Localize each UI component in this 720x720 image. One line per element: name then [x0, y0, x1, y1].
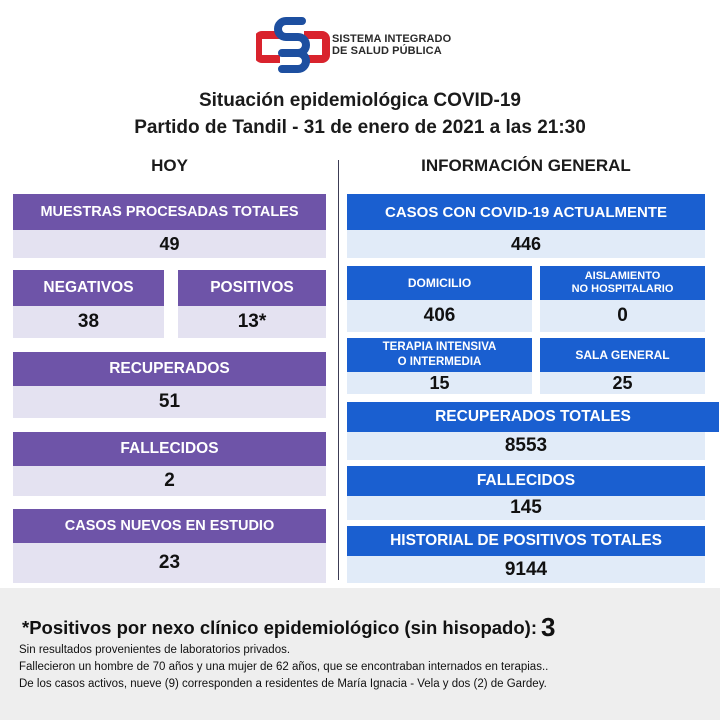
casos-actuales-value: 446: [347, 230, 705, 258]
footer-note-2: Fallecieron un hombre de 70 años y una mujer de 62 años, que se encontraban internados en terapias..: [19, 661, 549, 673]
terapia-label-line-1: TERAPIA INTENSIVA: [382, 341, 497, 353]
aislamiento-label-line-2: NO HOSPITALARIO: [571, 283, 674, 295]
aislamiento-label-line-1: AISLAMIENTO: [584, 270, 661, 282]
positivos-label: POSITIVOS: [178, 270, 326, 306]
muestras-value: 49: [13, 230, 326, 258]
domicilio-label: DOMICILIO: [347, 266, 532, 300]
domicilio-value: 406: [347, 300, 532, 332]
fallecidos-totales-label: FALLECIDOS: [347, 466, 705, 496]
recuperados-value: 51: [13, 386, 326, 418]
logo-text: [332, 33, 451, 57]
column-divider: [338, 160, 339, 580]
terapia-label-line-2: O INTERMEDIA: [397, 356, 482, 368]
footer-note-3: De los casos activos, nueve (9) corresponden a residentes de María Ignacia - Vela y dos (2) de Gardey.: [19, 678, 547, 690]
nexo-clinico-label: *Positivos por nexo clínico epidemiológico (sin hisopado):: [22, 617, 537, 638]
casos-nuevos-label: CASOS NUEVOS EN ESTUDIO: [13, 509, 326, 543]
recuperados-totales-value: 8553: [347, 432, 705, 460]
sala-label: SALA GENERAL: [540, 338, 705, 372]
sala-value: 25: [540, 372, 705, 394]
aislamiento-label: [540, 266, 705, 300]
logo-line-2: DE SALUD PÚBLICA: [332, 45, 442, 57]
footer-note-1: Sin resultados provenientes de laboratorios privados.: [19, 644, 291, 656]
report-subtitle: Partido de Tandil - 31 de enero de 2021 a las 21:30: [134, 117, 586, 138]
recuperados-label: RECUPERADOS: [13, 352, 326, 386]
historial-label: HISTORIAL DE POSITIVOS TOTALES: [347, 526, 705, 556]
terapia-label: [347, 338, 532, 372]
logo-line-1: SISTEMA INTEGRADO: [332, 33, 452, 45]
casos-nuevos-value: 23: [13, 543, 326, 583]
muestras-label: MUESTRAS PROCESADAS TOTALES: [13, 194, 326, 230]
fallecidos-totales-value: 145: [347, 496, 705, 520]
aislamiento-value: 0: [540, 300, 705, 332]
nexo-clinico-value: 3: [540, 612, 556, 642]
fallecidos-hoy-value: 2: [13, 466, 326, 496]
report-title: Situación epidemiológica COVID-19: [198, 90, 521, 111]
historial-value: 9144: [347, 556, 705, 583]
terapia-value: 15: [347, 372, 532, 394]
casos-actuales-label: CASOS CON COVID-19 ACTUALMENTE: [347, 194, 705, 230]
positivos-value: 13*: [178, 306, 326, 338]
today-heading: HOY: [151, 156, 188, 175]
nexo-clinico-note: [22, 612, 555, 643]
negativos-value: 38: [13, 306, 164, 338]
recuperados-totales-label: RECUPERADOS TOTALES: [347, 402, 719, 432]
logo-mark-icon: [258, 21, 326, 69]
general-heading: INFORMACIÓN GENERAL: [421, 156, 631, 175]
fallecidos-hoy-label: FALLECIDOS: [13, 432, 326, 466]
negativos-label: NEGATIVOS: [13, 270, 164, 306]
